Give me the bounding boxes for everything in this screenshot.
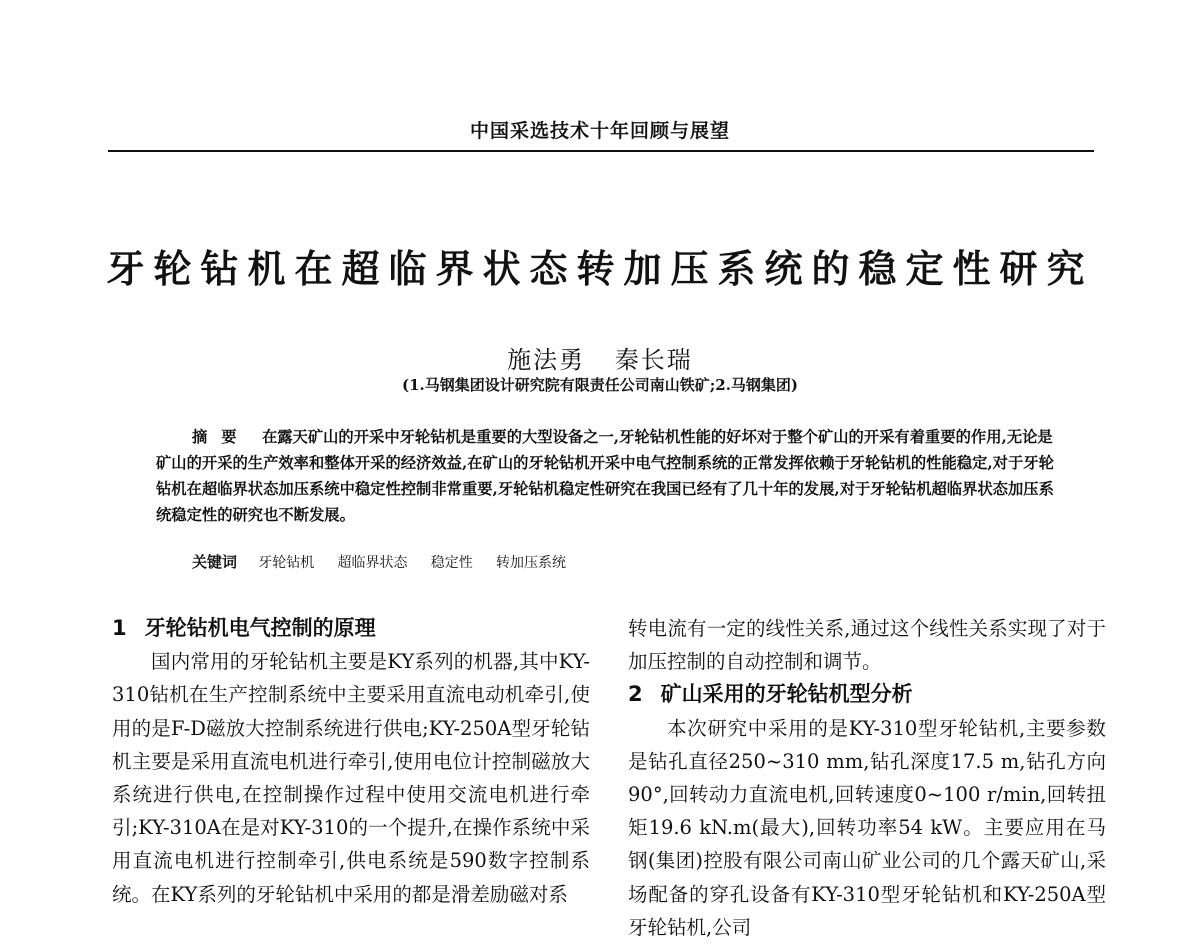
keyword: 超临界状态 xyxy=(337,555,408,571)
keyword: 牙轮钻机 xyxy=(258,555,315,571)
body-paragraph-continued: 转电流有一定的线性关系,通过这个线性关系实现了对于加压控制的自动控制和调节。 xyxy=(628,617,1106,674)
abstract-label: 摘要 xyxy=(192,428,251,446)
abstract xyxy=(156,424,1062,528)
paper-title: 牙轮钻机在超临界状态转加压系统的稳定性研究 xyxy=(106,246,1094,291)
author-name: 秦长瑞 xyxy=(614,346,693,374)
keywords xyxy=(192,551,584,572)
section-title: 牙轮钻机电气控制的原理 xyxy=(144,616,376,640)
right-column xyxy=(628,612,1106,944)
section-number: 1 xyxy=(112,616,127,640)
keywords-label: 关键词 xyxy=(192,553,238,571)
keyword: 转加压系统 xyxy=(495,555,566,571)
header-rule xyxy=(108,150,1094,152)
body-paragraph: 本次研究中采用的是KY-310型牙轮钻机,主要参数是钻孔直径250~310 mm,钻孔深度17.5 m,钻孔方向90°,回转动力直流电机,回转速度0~100 r/min,回转扭矩19.6 kN.m(最大),回转功率54 kW。主要应用在马钢(集团)控股有限公司南山矿业公司的几个露天矿山,采场配备的穿孔设备有KY-310型牙轮钻机和KY-250A型牙轮钻机,公司 xyxy=(628,716,1106,939)
left-column xyxy=(112,612,590,911)
body-paragraph: 国内常用的牙轮钻机主要是KY系列的机器,其中KY-310钻机在生产控制系统中主要采用直流电动机牵引,使用的是F-D磁放大控制系统进行供电;KY-250A型牙轮钻机主要是采用直流电机进行牵引,使用电位计控制磁放大系统进行供电,在控制操作过程中使用交流电机进行牵引;KY-310A在是对KY-310的一个提升,在操作系统中采用直流电机进行控制牵引,供电系统是590数字控制系统。在KY系列的牙轮钻机中采用的都是滑差励磁对系 xyxy=(112,650,590,906)
authors xyxy=(0,340,1200,375)
affiliation: (1.马钢集团设计研究院有限责任公司南山铁矿;2.马钢集团) xyxy=(401,376,799,394)
section-heading xyxy=(628,678,1106,711)
section-number: 2 xyxy=(628,682,643,707)
running-header: 中国采选技术十年回顾与展望 xyxy=(469,120,730,142)
abstract-text: 在露天矿山的开采中牙轮钻机是重要的大型设备之一,牙轮钻机性能的好坏对于整个矿山的开采有着重要的作用,无论是矿山的开采的生产效率和整体开采的经济效益,在矿山的牙轮钻机开采中电气控制系统的正常发挥依赖于牙轮钻机的性能稳定,对于牙轮钻机在超临界状态加压系统中稳定性控制非常重要,牙轮钻机稳定性研究在我国已经有了几十年的发展,对于牙轮钻机超临界状态加压系统稳定性的研究也不断发展。 xyxy=(156,428,1054,524)
section-title: 矿山采用的牙轮钻机型分析 xyxy=(660,682,913,707)
keyword: 稳定性 xyxy=(430,555,473,571)
author-name: 施法勇 xyxy=(507,346,586,374)
section-heading xyxy=(112,612,590,645)
